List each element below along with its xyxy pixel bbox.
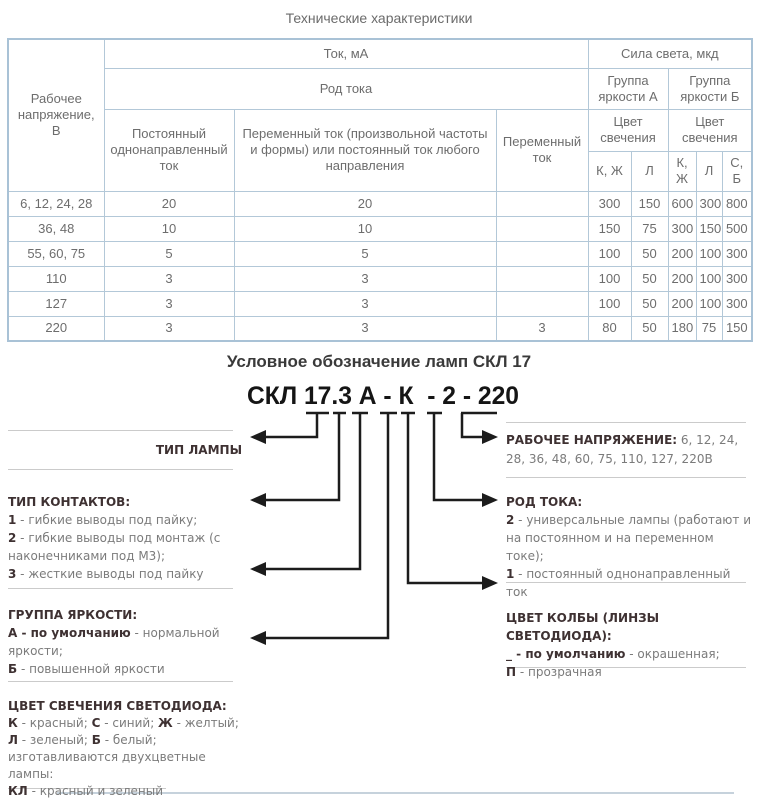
contacts-heading: ТИП КОНТАКТОВ:: [8, 495, 131, 509]
item-text: - синий;: [100, 716, 159, 730]
cell: 75: [696, 316, 722, 341]
led-color-note: изготавливаются двухцветные лампы:: [8, 750, 206, 781]
voltage-heading: РАБОЧЕЕ НАПРЯЖЕНИЕ:: [506, 433, 678, 447]
cell: 300: [722, 241, 752, 266]
cell: 55, 60, 75: [8, 241, 104, 266]
cell: 80: [588, 316, 631, 341]
current-kind-heading: РОД ТОКА:: [506, 495, 583, 509]
designation-title: Условное обозначение ламп СКЛ 17: [226, 352, 532, 371]
item-text: - гибкие выводы под монтаж (с наконечниками под М3);: [8, 531, 221, 563]
cell: 100: [588, 291, 631, 316]
cell: 50: [631, 241, 668, 266]
bulb-color-item: [506, 645, 756, 663]
item-text: - универсальные лампы (работают и на постоянном и на переменном токе);: [506, 513, 752, 563]
divider: [506, 477, 746, 478]
voltage-text: [506, 431, 752, 469]
contacts-block: [8, 493, 248, 583]
line-contact-type: [265, 413, 346, 500]
line-voltage: [461, 413, 497, 437]
lamp-type-block: [8, 441, 242, 459]
cell: 100: [696, 266, 722, 291]
arrow-brightness-group: [250, 562, 266, 576]
table-title: Технические характеристики: [285, 10, 473, 26]
cell: 3: [104, 316, 234, 341]
cell: 3: [496, 316, 588, 341]
item-key: Б: [8, 662, 18, 676]
item-text: - постоянный однонаправленный ток: [506, 567, 731, 599]
item-key: Б: [91, 733, 101, 747]
header-col-a-l: Л: [631, 151, 668, 191]
divider: [506, 422, 746, 423]
item-text: - гибкие выводы под пайку;: [16, 513, 198, 527]
item-key: А - по умолчанию: [8, 626, 131, 640]
contacts-item: [8, 511, 248, 529]
cell: 50: [631, 291, 668, 316]
header-col-b-kzh: К, Ж: [668, 151, 696, 191]
cell: 100: [696, 241, 722, 266]
item-key: 1: [506, 567, 515, 581]
cell: 300: [668, 216, 696, 241]
item-text: - красный;: [17, 716, 92, 730]
line-bulb-color: [401, 413, 484, 583]
cell: 20: [234, 191, 496, 216]
cell: 500: [722, 216, 752, 241]
cell: 3: [104, 291, 234, 316]
arrow-lamp-type: [250, 430, 266, 444]
cell: 800: [722, 191, 752, 216]
item-key: Ж: [158, 716, 173, 730]
cell: 220: [8, 316, 104, 341]
cell: 6, 12, 24, 28: [8, 191, 104, 216]
cell: 100: [696, 291, 722, 316]
header-glow-b: Цвет свечения: [668, 109, 752, 151]
header-col-a-kzh: К, Ж: [588, 151, 631, 191]
header-col-b-sb: С, Б: [722, 151, 752, 191]
item-text: - белый;: [100, 733, 157, 747]
item-key: К: [8, 716, 18, 730]
item-text: - желтый;: [172, 716, 239, 730]
header-light: Сила света, мкд: [588, 39, 752, 68]
item-key: С: [91, 716, 101, 730]
cell: 180: [668, 316, 696, 341]
cell: 150: [696, 216, 722, 241]
line-current-kind: [427, 413, 484, 500]
led-color-heading: ЦВЕТ СВЕЧЕНИЯ СВЕТОДИОДА:: [8, 699, 227, 713]
cell: 3: [234, 316, 496, 341]
arrow-contact-type: [250, 493, 266, 507]
current-kind-block: [506, 493, 754, 601]
item-key: 3: [8, 567, 17, 581]
bulb-color-block: [506, 609, 756, 681]
cell: 50: [631, 316, 668, 341]
item-key: _ - по умолчанию: [506, 647, 626, 661]
lamp-type-label: ТИП ЛАМПЫ: [155, 443, 242, 457]
designation-code: СКЛ 17.3 А - К - 2 - 220: [247, 382, 519, 410]
cell: 200: [668, 241, 696, 266]
item-text: - жесткие выводы под пайку: [16, 567, 204, 581]
item-text: - окрашенная;: [625, 647, 720, 661]
divider: [8, 469, 233, 470]
cell: 10: [234, 216, 496, 241]
bulb-color-item: [506, 663, 756, 681]
header-current: Ток, мА: [104, 39, 588, 68]
line-led-color: [265, 413, 397, 638]
cell: 200: [668, 266, 696, 291]
cell: 3: [104, 266, 234, 291]
header-voltage: Рабочее напряжение, В: [8, 39, 104, 191]
led-color-list: [8, 715, 246, 749]
cell: 36, 48: [8, 216, 104, 241]
header-group-a: Группа яркости А: [588, 68, 668, 109]
led-color-block: [8, 698, 246, 800]
cell: 150: [588, 216, 631, 241]
contacts-item: [8, 529, 248, 565]
brightness-item: [8, 624, 246, 660]
cell: 50: [631, 266, 668, 291]
cell: 150: [631, 191, 668, 216]
header-glow-a: Цвет свечения: [588, 109, 668, 151]
cell: 75: [631, 216, 668, 241]
header-col-b-l: Л: [696, 151, 722, 191]
arrow-bulb-color: [482, 576, 498, 590]
item-key: КЛ: [8, 784, 28, 798]
cell: 150: [722, 316, 752, 341]
divider: [8, 681, 233, 682]
arrow-voltage: [482, 430, 498, 444]
cell: 3: [234, 291, 496, 316]
cell: 5: [234, 241, 496, 266]
voltage-values: 6, 12, 24, 28, 36, 48, 60, 75, 110, 127, 220В: [506, 433, 739, 466]
brightness-block: [8, 606, 246, 678]
cell: 600: [668, 191, 696, 216]
cell: 3: [234, 266, 496, 291]
cell: 300: [696, 191, 722, 216]
item-text: - нормальной яркости;: [8, 626, 220, 658]
item-key: 1: [8, 513, 17, 527]
cell: 20: [104, 191, 234, 216]
current-kind-item: [506, 565, 754, 601]
cell: 10: [104, 216, 234, 241]
divider: [8, 430, 233, 431]
item-text: - зеленый;: [17, 733, 92, 747]
cell: 100: [588, 266, 631, 291]
item-text: - красный и зеленый: [27, 784, 164, 798]
item-key: 2: [506, 513, 515, 527]
voltage-block: [506, 431, 752, 469]
brightness-item: [8, 660, 246, 678]
cell: 300: [588, 191, 631, 216]
header-group-b: Группа яркости Б: [668, 68, 752, 109]
item-text: - повышенной яркости: [17, 662, 165, 676]
header-current-kind: Род тока: [104, 68, 588, 109]
bulb-color-heading: ЦВЕТ КОЛБЫ (ЛИНЗЫ СВЕТОДИОДА):: [506, 611, 660, 643]
item-key: 2: [8, 531, 17, 545]
led-color-dual: [8, 783, 246, 800]
arrow-led-color: [250, 631, 266, 645]
item-key: Л: [8, 733, 18, 747]
cell: 100: [588, 241, 631, 266]
divider: [8, 588, 233, 589]
cell: 5: [104, 241, 234, 266]
cell: 200: [668, 291, 696, 316]
header-ac: Переменный ток: [496, 109, 588, 191]
arrow-current-kind: [482, 493, 498, 507]
header-dc: Постоянный однонаправленный ток: [104, 109, 234, 191]
contacts-item: [8, 565, 248, 583]
line-lamp-type: [265, 413, 329, 437]
cell: 127: [8, 291, 104, 316]
cell: 110: [8, 266, 104, 291]
cell: 300: [722, 291, 752, 316]
item-text: - прозрачная: [516, 665, 602, 679]
current-kind-item: [506, 511, 754, 565]
item-key: П: [506, 665, 517, 679]
cell: 300: [722, 266, 752, 291]
brightness-heading: ГРУППА ЯРКОСТИ:: [8, 608, 138, 622]
header-ac-any: Переменный ток (произвольной частоты и формы) или постоянный ток любого направления: [234, 109, 496, 191]
